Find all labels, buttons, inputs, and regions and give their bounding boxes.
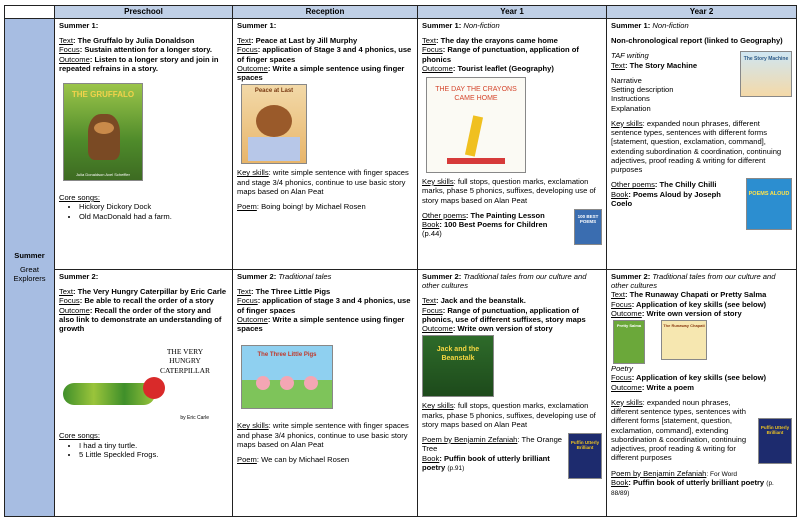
poem-value: : For Word xyxy=(706,470,737,478)
curriculum-table xyxy=(4,5,797,517)
outcome-value: : Listen to a longer story and join in repeated refrains in a story. xyxy=(59,54,219,73)
summer2-row xyxy=(5,269,797,516)
year2-summer1 xyxy=(607,18,797,269)
crayons-cover-image xyxy=(426,77,526,173)
text-label: Text xyxy=(59,36,73,45)
focus-label: Focus xyxy=(59,45,80,55)
story-machine-cover-image xyxy=(740,51,792,97)
poem-value: : The Orange Tree xyxy=(422,435,563,454)
poem-value: : We can by Michael Rosen xyxy=(256,455,350,464)
reception-summer1 xyxy=(233,18,418,269)
cover-title: The Three Little Pigs xyxy=(257,352,317,359)
year1-summer1 xyxy=(418,18,607,269)
poem-value: : Boing boing! by Michael Rosen xyxy=(256,202,366,211)
songs-list xyxy=(59,441,228,460)
cover-title: 100 BEST POEMS xyxy=(577,213,599,225)
focus-value: : Application of key skills (see below) xyxy=(631,373,767,383)
songs-label: Core songs: xyxy=(59,431,100,441)
page-ref: (p.44) xyxy=(422,229,442,239)
focus-label: Focus xyxy=(611,299,632,309)
cover-title: The Runaway Chapati xyxy=(663,323,705,328)
puffin-cover-image xyxy=(568,433,602,479)
section-title: Summer 2: xyxy=(59,271,99,281)
outcome-label: Outcome xyxy=(237,314,268,324)
focus-value: : Range of punctuation, application of phonics xyxy=(422,45,579,64)
list-item: • 5 Little Speckled Frogs. xyxy=(79,450,228,459)
header-year1: Year 1 xyxy=(418,6,607,19)
skills-value: : expanded noun phrases, different sentence types, sentences with different forms [statement, question, exclamation, command], extending subordination & coordination, continuing adjectives, proof reading & writing for different purposes xyxy=(611,397,747,463)
list-item: • Old MacDonald had a farm. xyxy=(79,212,228,221)
focus-value: : application of stage 3 and 4 phonics, use of finger spaces xyxy=(237,296,411,315)
cover-title: THE VERY HUNGRY CATERPILLAR xyxy=(159,347,210,375)
cover-title: Pretty Salma xyxy=(616,323,642,328)
text-value: : The Gruffalo by Julia Donaldson xyxy=(72,36,195,45)
book-value: : 100 Best Poems for Children xyxy=(439,220,548,229)
focus-value: : application of Stage 3 and 4 phonics, use of finger spaces xyxy=(237,45,412,64)
caterpillar-cover-image xyxy=(59,339,219,425)
outcome-label: Outcome xyxy=(237,63,268,73)
skills-value: : full stops, question marks, exclamation marks, phase 5 phonics, suffixes, developing use of story maps based on Alan Peat xyxy=(422,401,596,429)
term-title: Summer xyxy=(14,251,45,261)
skills-label: Key skills xyxy=(237,421,269,431)
text-label: Text xyxy=(59,287,73,296)
section-subtitle: Traditional tales xyxy=(278,271,332,281)
section-title: Summer 1: xyxy=(422,20,462,30)
focus-label: Focus xyxy=(237,45,258,55)
cover-author: by Eric Carle xyxy=(180,415,209,422)
outcome-label: Outcome xyxy=(59,305,90,315)
list-item: • Hickory Dickory Dock xyxy=(79,202,228,211)
cover-title: Puffin Utterly Brilliant xyxy=(760,424,790,436)
outcome-label: Outcome xyxy=(611,382,642,392)
outcome-label: Outcome xyxy=(59,54,90,64)
section-title: Summer 2: xyxy=(422,271,462,281)
page-ref: (p.91) xyxy=(447,464,465,472)
cover-images xyxy=(611,318,792,364)
text-value: : Jack and the beanstalk. xyxy=(435,296,526,306)
peace-at-last-cover-image xyxy=(241,84,307,164)
cover-author: Julia Donaldson Axel Scheffler xyxy=(76,172,130,178)
outcome-label: Outcome xyxy=(611,308,642,318)
skills-value: : expanded noun phrases, different sentence types, sentences with different forms [statement, question, exclamation, command], extending subordination & coordination, continuing adjectives, proof reading & writing for different purposes xyxy=(611,118,782,174)
header-row xyxy=(5,6,797,19)
focus-label: Focus xyxy=(422,305,443,315)
header-preschool: Preschool xyxy=(55,6,233,19)
skills-label: Key skills xyxy=(422,177,454,186)
poem-label: Poem by Benjamin Zefaniah xyxy=(611,468,707,478)
header-year2: Year 2 xyxy=(607,6,797,19)
skills-label: Key skills xyxy=(611,397,643,407)
other-poems-label: Other poems xyxy=(611,180,655,190)
book-value: : Puffin book of utterly brilliant poetry xyxy=(422,453,550,472)
poetry-label: Poetry xyxy=(611,364,633,373)
summer1-row xyxy=(5,18,797,269)
puffin-cover-image xyxy=(758,418,792,464)
gruffalo-cover-image xyxy=(63,83,143,181)
outcome-value: : Write a simple sentence using finger spaces xyxy=(237,63,405,82)
outcome-value: : Write own version of story xyxy=(641,308,742,318)
term-cell xyxy=(5,18,55,516)
songs-label: Core songs: xyxy=(59,193,100,202)
cover-title: Peace at Last xyxy=(254,88,294,95)
skills-value: : write simple sentence with finger spaces and stage 3/4 phonics, continue to use basic story maps based on Alan Peat xyxy=(237,168,409,196)
book-value: : Puffin book of utterly brilliant poetry xyxy=(628,478,765,488)
poem-label: Poem xyxy=(237,202,257,211)
text-label: Text xyxy=(422,296,436,306)
preschool-summer2 xyxy=(55,269,233,516)
poem-label: Poem by Benjamin Zefaniah xyxy=(422,435,518,444)
text-value: : Peace at Last by Jill Murphy xyxy=(250,36,358,45)
outcome-value: : Tourist leaflet (Geography) xyxy=(452,63,554,73)
focus-label: Focus xyxy=(611,373,632,383)
focus-value: : Sustain attention for a longer story. xyxy=(79,45,213,55)
year1-summer2 xyxy=(418,269,607,516)
preschool-summer1 xyxy=(55,18,233,269)
term-subtitle: Great Explorers xyxy=(13,264,46,283)
text-value: : The day the crayons came home xyxy=(435,36,558,45)
section-subtitle: Traditional tales from our culture and other cultures xyxy=(422,271,587,290)
section-subtitle: Non-fiction xyxy=(463,20,500,30)
reception-summer2 xyxy=(233,269,418,516)
list-item: Explanation xyxy=(611,103,651,113)
page-ref: (p. 88/89) xyxy=(611,480,774,498)
other-poems-value: : The Chilly Chilli xyxy=(654,180,717,190)
text-value: : The Very Hungry Caterpillar by Eric Carle xyxy=(72,287,227,296)
section-title: Summer 1: xyxy=(237,20,277,30)
text-value: : The Story Machine xyxy=(624,60,698,70)
list-item: Setting description xyxy=(611,85,674,94)
book-label: Book xyxy=(422,453,440,463)
section-subtitle: Non-fiction xyxy=(652,20,689,30)
section-title: Summer 1: xyxy=(611,20,651,30)
pretty-salma-cover-image xyxy=(613,320,645,364)
outcome-label: Outcome xyxy=(422,63,453,73)
outcome-value: : Write a simple sentence using finger spaces xyxy=(237,314,405,333)
jack-beanstalk-cover-image xyxy=(422,335,494,397)
runaway-chapati-cover-image xyxy=(661,320,707,360)
outcome-label: Outcome xyxy=(422,324,453,333)
outcome-value: : Recall the order of the story and also link to demonstrate an understanding of growth xyxy=(59,305,222,333)
text-value: : The Three Little Pigs xyxy=(250,287,331,296)
skills-value: : full stops, question marks, exclamation marks, phase 5 phonics, suffixes, developing use of story maps based on Alan Peat xyxy=(422,177,596,205)
header-reception: Reception xyxy=(233,6,418,19)
focus-value: : Range of punctuation, application of phonics, use of different suffixes, story maps xyxy=(422,305,586,324)
skills-label: Key skills xyxy=(611,118,643,128)
skills-label: Key skills xyxy=(237,168,269,178)
text-label: Text xyxy=(237,36,251,45)
cover-title: Puffin Utterly Brilliant xyxy=(570,440,600,451)
taf-writing: TAF writing xyxy=(611,51,649,61)
other-poems-label: Other poems xyxy=(422,210,466,220)
best-poems-cover-image xyxy=(574,209,602,245)
list-item: • I had a tiny turtle. xyxy=(79,441,228,450)
poem-label: Poem xyxy=(237,455,257,464)
focus-value: : Be able to recall the order of a story xyxy=(79,296,214,306)
outcome-value: : Write a poem xyxy=(641,382,694,392)
focus-value: : Application of key skills (see below) xyxy=(631,299,767,309)
text-label: Text xyxy=(237,287,251,296)
cover-title: The Story Machine xyxy=(743,56,789,63)
poems-aloud-cover-image xyxy=(746,178,792,230)
focus-label: Focus xyxy=(237,296,258,306)
cover-title: THE DAY THE CRAYONS CAME HOME xyxy=(435,86,517,102)
book-label: Book xyxy=(422,220,440,229)
book-label: Book xyxy=(611,478,629,488)
skills-value: : write simple sentence with finger spaces and phase 3/4 phonics, continue to use basic story maps based on Alan Peat xyxy=(237,421,409,449)
cover-title: POEMS ALOUD xyxy=(748,191,790,198)
list-item: Instructions xyxy=(611,94,650,104)
text-value: : The Runaway Chapati or Pretty Salma xyxy=(624,290,767,300)
other-poems-value: : The Painting Lesson xyxy=(465,210,545,220)
year2-summer2 xyxy=(607,269,797,516)
three-little-pigs-cover-image xyxy=(241,345,333,409)
text-label: Text xyxy=(611,290,625,300)
cover-title: Jack and the Beanstalk xyxy=(436,346,480,362)
outcome-value: : Write own version of story xyxy=(452,324,553,333)
cover-title: THE GRUFFALO xyxy=(71,90,135,99)
section-title: Summer 2: xyxy=(237,271,277,281)
section-title: Summer 1: xyxy=(59,20,99,30)
text-label: Text xyxy=(422,36,436,45)
songs-list xyxy=(59,202,228,221)
focus-label: Focus xyxy=(59,296,80,306)
header-blank xyxy=(5,6,55,19)
text-label: Text xyxy=(611,60,625,70)
focus-label: Focus xyxy=(422,45,443,55)
section-subtitle: Traditional tales from our culture and other cultures xyxy=(611,271,776,290)
list-item: Narrative xyxy=(611,75,642,85)
book-value: : Poems Aloud by Joseph Coelo xyxy=(611,189,721,208)
skills-label: Key skills xyxy=(422,401,454,411)
section-title: Summer 2: xyxy=(611,271,651,281)
book-label: Book xyxy=(611,189,629,199)
report-heading: Non-chronological report (linked to Geography) xyxy=(611,36,783,45)
